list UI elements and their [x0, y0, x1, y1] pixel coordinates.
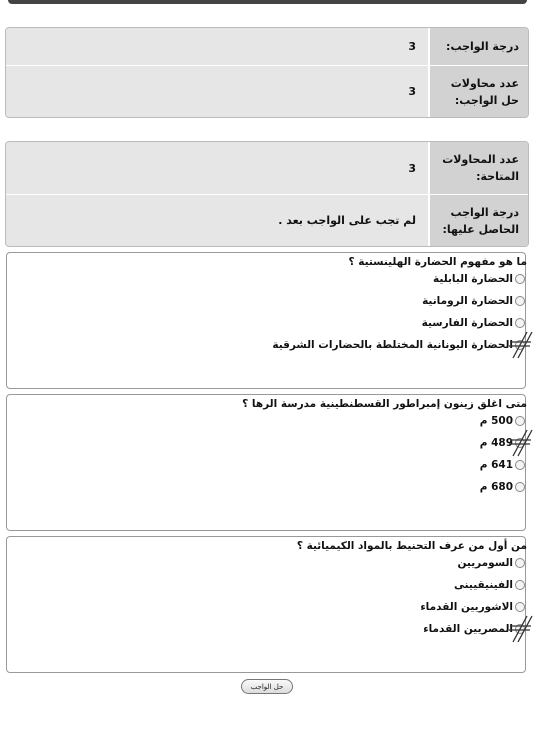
summary-value: لم تجب على الواجب بعد . [6, 195, 428, 246]
question-box-1 [6, 252, 526, 389]
answer-option[interactable] [7, 454, 525, 476]
radio-button[interactable] [515, 558, 525, 568]
radio-button[interactable] [515, 438, 525, 448]
radio-button[interactable] [515, 340, 525, 350]
option-label: 500 م [479, 415, 513, 427]
answer-option[interactable] [7, 334, 525, 356]
option-label: المصريين القدماء [423, 623, 513, 635]
radio-button[interactable] [515, 602, 525, 612]
radio-button[interactable] [515, 416, 525, 426]
option-label: الحضارة الرومانية [422, 295, 513, 307]
summary-label: درجة الواجب الحاصل عليها: [428, 195, 528, 246]
radio-button[interactable] [515, 274, 525, 284]
answer-option[interactable] [7, 574, 525, 596]
submit-homework-button[interactable]: حل الواجب [241, 679, 293, 694]
option-label: الحضارة الفارسية [421, 317, 513, 329]
option-label: الاشوريين القدماء [420, 601, 513, 613]
option-label: الحضارة البابلية [433, 273, 513, 285]
option-label: 489 م [479, 437, 513, 449]
summary-row-grade [6, 28, 528, 66]
summary-row-attempts [6, 66, 528, 117]
summary-value: 3 [6, 142, 428, 194]
radio-button[interactable] [515, 580, 525, 590]
answer-option[interactable] [7, 618, 525, 640]
question-box-2 [6, 394, 526, 531]
question-box-3 [6, 536, 526, 673]
radio-button[interactable] [515, 296, 525, 306]
answer-option[interactable] [7, 268, 525, 290]
answer-option[interactable] [7, 432, 525, 454]
summary-value: 3 [6, 28, 428, 65]
answer-option[interactable] [7, 476, 525, 498]
summary-label: عدد محاولات حل الواجب: [428, 66, 528, 117]
top-bar [8, 0, 527, 4]
option-label: السومريين [457, 557, 513, 569]
answer-option[interactable] [7, 552, 525, 574]
answer-option[interactable] [7, 410, 525, 432]
answer-option[interactable] [7, 596, 525, 618]
option-label: 680 م [479, 481, 513, 493]
option-label: 641 م [479, 459, 513, 471]
attempts-summary-table [5, 141, 529, 247]
option-label: الفينيقيينى [454, 579, 513, 591]
summary-label: عدد المحاولات المتاحة: [428, 142, 528, 194]
summary-row-obtained-grade [6, 195, 528, 246]
summary-row-available-attempts [6, 142, 528, 195]
radio-button[interactable] [515, 482, 525, 492]
question-text: من أول من عرف التحنيط بالمواد الكيميائية ؟ [296, 540, 527, 552]
radio-button[interactable] [515, 460, 525, 470]
summary-label: درجة الواجب: [428, 28, 528, 65]
question-text: متى اغلق زينون إمبراطور القسطنطينية مدرسة الرها ؟ [242, 398, 527, 410]
option-label: الحضارة اليونانية المختلطة بالحضارات الشرقية [272, 339, 513, 351]
radio-button[interactable] [515, 624, 525, 634]
grade-summary-table [5, 27, 529, 118]
summary-value: 3 [6, 66, 428, 117]
radio-button[interactable] [515, 318, 525, 328]
question-text: ما هو مفهوم الحضارة الهلينستية ؟ [348, 256, 527, 268]
answer-option[interactable] [7, 290, 525, 312]
answer-option[interactable] [7, 312, 525, 334]
